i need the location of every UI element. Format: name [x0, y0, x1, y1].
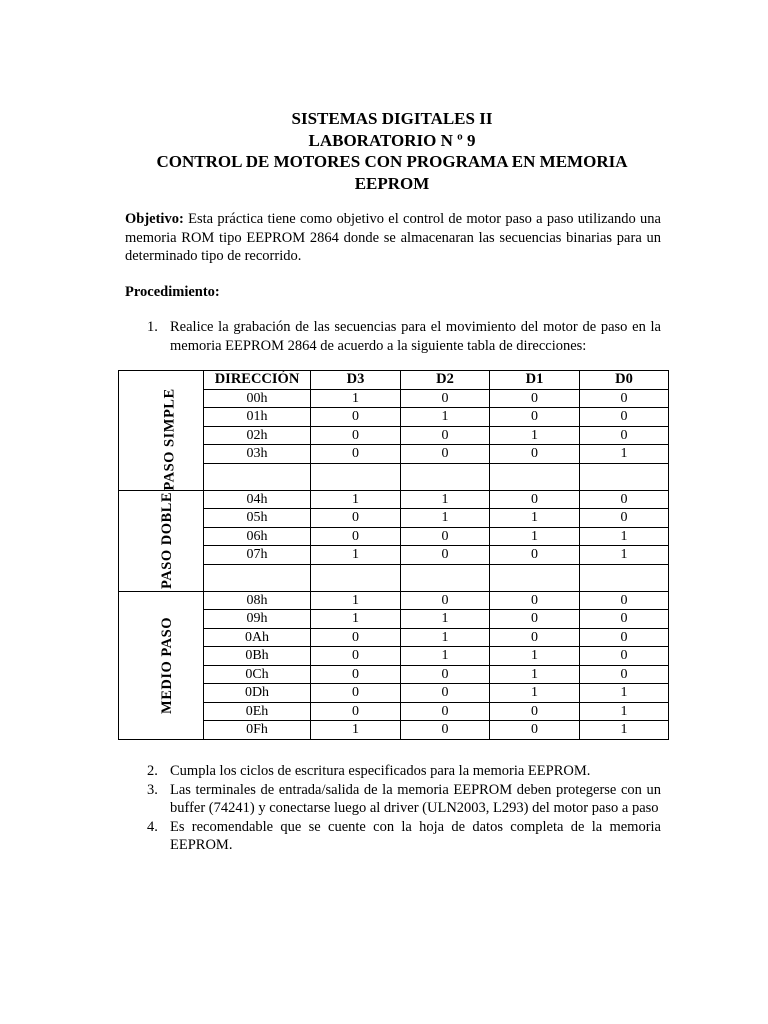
bit-cell: 0 [311, 527, 401, 546]
bit-cell: 0 [401, 665, 490, 684]
address-cell: 0Dh [204, 684, 311, 703]
bit-cell: 0 [580, 647, 669, 666]
empty-cell [311, 564, 401, 591]
empty-cell [311, 463, 401, 490]
bit-cell: 0 [490, 490, 580, 509]
bit-cell: 1 [401, 610, 490, 629]
bit-cell: 1 [580, 721, 669, 740]
bit-cell: 1 [401, 490, 490, 509]
bit-cell: 1 [401, 647, 490, 666]
bit-cell: 1 [580, 546, 669, 565]
bit-cell: 1 [490, 684, 580, 703]
table-row [119, 591, 669, 610]
group-label-cell [119, 490, 204, 591]
bit-cell: 0 [401, 389, 490, 408]
bit-cell: 0 [311, 628, 401, 647]
procedure-step [125, 318, 661, 355]
step-text: Realice la grabación de las secuencias para el movimiento del motor de paso en la memoria EEPROM 2864 de acuerdo a la siguiente tabla de direcciones: [170, 319, 661, 354]
bit-cell: 1 [580, 684, 669, 703]
address-table [118, 370, 669, 740]
bit-cell: 0 [490, 408, 580, 427]
bit-cell: 1 [311, 721, 401, 740]
bit-cell: 0 [490, 591, 580, 610]
bit-cell: 0 [490, 721, 580, 740]
group-label: PASO DOBLE [158, 492, 175, 589]
column-header: D2 [401, 371, 490, 390]
bit-cell: 0 [490, 546, 580, 565]
bit-cell: 1 [311, 546, 401, 565]
address-cell: 02h [204, 426, 311, 445]
bit-cell: 1 [580, 527, 669, 546]
objective-label: Objetivo: [125, 211, 184, 227]
empty-cell [490, 564, 580, 591]
bit-cell: 0 [311, 509, 401, 528]
column-header: D1 [490, 371, 580, 390]
address-cell: 07h [204, 546, 311, 565]
bit-cell: 0 [490, 389, 580, 408]
empty-cell [204, 564, 311, 591]
step-text: Cumpla los ciclos de escritura especificados para la memoria EEPROM. [170, 763, 591, 779]
bit-cell: 0 [490, 702, 580, 721]
document-title [120, 108, 664, 194]
group-label-cell [119, 371, 204, 390]
bit-cell: 0 [580, 426, 669, 445]
bit-cell: 1 [311, 490, 401, 509]
bit-cell: 1 [490, 647, 580, 666]
bit-cell: 1 [311, 389, 401, 408]
title-lab-number: LABORATORIO N º 9 [308, 130, 476, 150]
bit-cell: 1 [401, 408, 490, 427]
bit-cell: 0 [401, 546, 490, 565]
column-header: D3 [311, 371, 401, 390]
address-cell: 0Eh [204, 702, 311, 721]
bit-cell: 0 [580, 389, 669, 408]
bit-cell: 1 [490, 509, 580, 528]
address-cell: 0Fh [204, 721, 311, 740]
bit-cell: 0 [580, 665, 669, 684]
bit-cell: 0 [580, 509, 669, 528]
procedure-step [125, 818, 661, 855]
bit-cell: 0 [401, 445, 490, 464]
procedure-steps-rest [125, 762, 661, 855]
bit-cell: 1 [401, 509, 490, 528]
empty-cell [401, 463, 490, 490]
column-header: DIRECCIÓN [204, 371, 311, 390]
bit-cell: 0 [490, 628, 580, 647]
bit-cell: 1 [580, 445, 669, 464]
address-cell: 04h [204, 490, 311, 509]
table-header-row [119, 371, 669, 390]
address-cell: 09h [204, 610, 311, 629]
bit-cell: 0 [311, 702, 401, 721]
objective-text: Esta práctica tiene como objetivo el control de motor paso a paso utilizando una memoria ROM tipo EEPROM 2864 donde se almacenaran las secuencias binarias para un determinado tipo de recorrido. [125, 211, 661, 264]
bit-cell: 0 [401, 721, 490, 740]
bit-cell: 1 [311, 591, 401, 610]
bit-cell: 1 [490, 426, 580, 445]
bit-cell: 0 [580, 610, 669, 629]
bit-cell: 0 [311, 408, 401, 427]
step-number: 4. [147, 818, 158, 835]
empty-cell [580, 463, 669, 490]
title-topic-cont: EEPROM [354, 173, 430, 193]
empty-cell [490, 463, 580, 490]
column-header: D0 [580, 371, 669, 390]
table-row [119, 389, 669, 408]
empty-cell [580, 564, 669, 591]
bit-cell: 1 [311, 610, 401, 629]
group-label: PASO SIMPLE [161, 388, 178, 491]
address-cell: 0Ah [204, 628, 311, 647]
bit-cell: 1 [401, 628, 490, 647]
table-row [119, 490, 669, 509]
step-text: Es recomendable que se cuente con la hoja de datos completa de la memoria EEPROM. [170, 818, 661, 853]
bit-cell: 0 [311, 684, 401, 703]
bit-cell: 0 [311, 665, 401, 684]
bit-cell: 0 [580, 490, 669, 509]
address-cell: 0Bh [204, 647, 311, 666]
bit-cell: 0 [401, 426, 490, 445]
bit-cell: 1 [580, 702, 669, 721]
bit-cell: 1 [490, 527, 580, 546]
address-table-wrapper [118, 370, 668, 740]
bit-cell: 0 [490, 610, 580, 629]
bit-cell: 0 [311, 647, 401, 666]
title-topic: CONTROL DE MOTORES CON PROGRAMA EN MEMORIA [156, 152, 628, 171]
procedure-steps-first [125, 318, 661, 355]
step-number: 1. [147, 319, 158, 335]
objective-paragraph [125, 210, 661, 266]
address-cell: 00h [204, 389, 311, 408]
group-label-cell [119, 389, 204, 490]
bit-cell: 0 [490, 445, 580, 464]
empty-cell [204, 463, 311, 490]
procedure-step [125, 781, 661, 818]
address-cell: 01h [204, 408, 311, 427]
procedure-heading: Procedimiento: [125, 284, 220, 300]
bit-cell: 1 [490, 665, 580, 684]
group-label: MEDIO PASO [158, 616, 175, 714]
procedure-step [125, 762, 661, 781]
address-cell: 08h [204, 591, 311, 610]
bit-cell: 0 [401, 527, 490, 546]
step-text: Las terminales de entrada/salida de la memoria EEPROM deben protegerse con un buffer (74241) y conectarse luego al driver (ULN2003, L293) del motor paso a paso [170, 781, 661, 816]
step-number: 2. [147, 763, 158, 779]
address-cell: 05h [204, 509, 311, 528]
bit-cell: 0 [580, 628, 669, 647]
empty-cell [401, 564, 490, 591]
address-table-body [119, 371, 669, 740]
bit-cell: 0 [311, 426, 401, 445]
title-course: SISTEMAS DIGITALES II [291, 109, 493, 128]
bit-cell: 0 [401, 591, 490, 610]
bit-cell: 0 [401, 684, 490, 703]
bit-cell: 0 [401, 702, 490, 721]
address-cell: 03h [204, 445, 311, 464]
address-cell: 0Ch [204, 665, 311, 684]
step-number: 3. [147, 781, 158, 798]
address-cell: 06h [204, 527, 311, 546]
bit-cell: 0 [580, 591, 669, 610]
bit-cell: 0 [311, 445, 401, 464]
bit-cell: 0 [580, 408, 669, 427]
group-label-cell [119, 591, 204, 739]
